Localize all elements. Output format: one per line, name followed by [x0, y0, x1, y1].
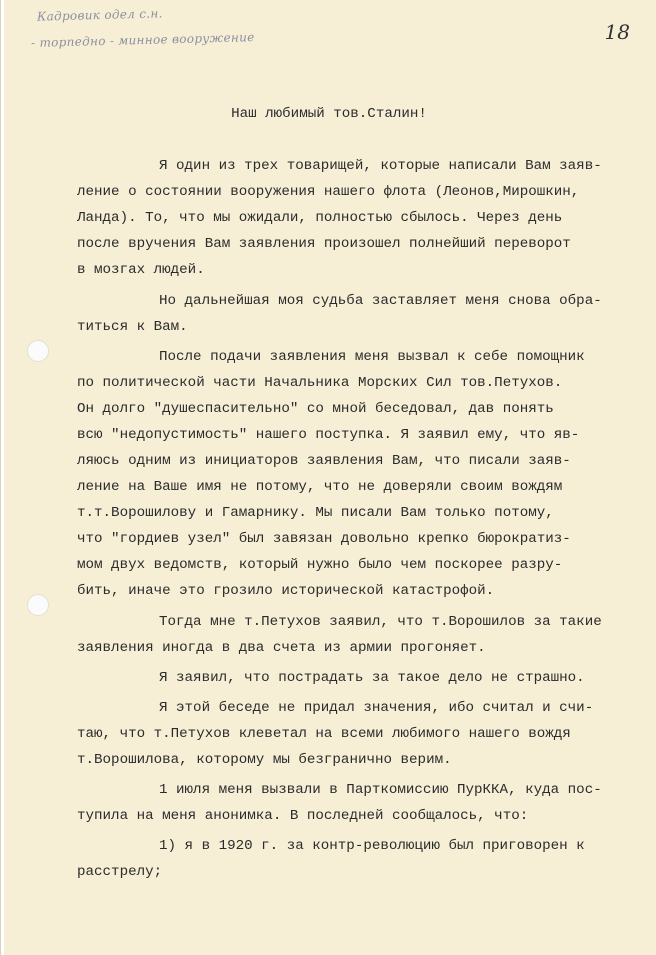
text-line: т.Ворошилова, которому мы безгранично верим. [77, 752, 452, 768]
text-line: Я один из трех товарищей, которые написали Вам заяв- [159, 158, 602, 174]
page-edge [1, 0, 4, 955]
text-line: Я заявил, что пострадать за такое дело не страшно. [159, 670, 585, 686]
text-line: по политической части Начальника Морских Сил тов.Петухов. [77, 375, 563, 391]
punch-hole [27, 594, 49, 616]
text-line: т.т.Ворошилову и Гамарнику. Мы писали Вам только потому, [77, 505, 554, 521]
text-line: заявления иногда в два счета из армии прогоняет. [77, 640, 486, 656]
text-line: бить, иначе это грозило исторической катастрофой. [77, 583, 495, 599]
text-line: мом двух ведомств, который нужно было чем поскорее разру- [77, 557, 563, 573]
text-line: ление о состоянии вооружения нашего флота (Леонов,Мирошкин, [77, 184, 580, 200]
handwritten-note: Кадровик одел с.н. [36, 6, 163, 24]
text-line: Ланда). То, что мы ожидали, полностью сбылось. Через день [77, 210, 563, 226]
text-line: ляюсь одним из инициаторов заявления Вам, что писали заяв- [77, 453, 571, 469]
text-line: таю, что т.Петухов клеветал на всеми любимого нашего вождя [77, 726, 571, 742]
text-line: После подачи заявления меня вызвал к себе помощник [159, 349, 585, 365]
text-line: Тогда мне т.Петухов заявил, что т.Ворошилов за такие [159, 614, 602, 630]
text-line: тупила на меня анонимка. В последней сообщалось, что: [77, 808, 529, 824]
text-line: Но дальнейшая моя судьба заставляет меня снова обра- [159, 293, 602, 309]
letter-title: Наш любимый тов.Сталин! [231, 106, 427, 122]
text-line: Он долго "душеспасительно" со мной беседовал, дав понять [77, 401, 554, 417]
text-line: что "гордиев узел" был завязан довольно крепко бюрократиз- [77, 531, 571, 547]
punch-hole [27, 340, 49, 362]
text-line: всю "недопустимость" нашего поступка. Я заявил ему, что яв- [77, 427, 580, 443]
handwritten-note: - торпедно - минное вооружение [30, 30, 255, 50]
text-line: Я этой беседе не придал значения, ибо считал и счи- [159, 700, 594, 716]
text-line: расстрелу; [77, 864, 163, 880]
text-line: в мозгах людей. [77, 262, 205, 278]
text-line: титься к Вам. [77, 319, 188, 335]
text-line: после вручения Вам заявления произошел полнейший переворот [77, 236, 571, 252]
text-line: 1) я в 1920 г. за контр-революцию был приговорен к [159, 838, 585, 854]
text-line: 1 июля меня вызвали в Парткомиссию ПурККА, куда пос- [159, 782, 602, 798]
page-number: 18 [604, 20, 630, 44]
text-line: ление на Ваше имя не потому, что не доверяли своим вождям [77, 479, 563, 495]
